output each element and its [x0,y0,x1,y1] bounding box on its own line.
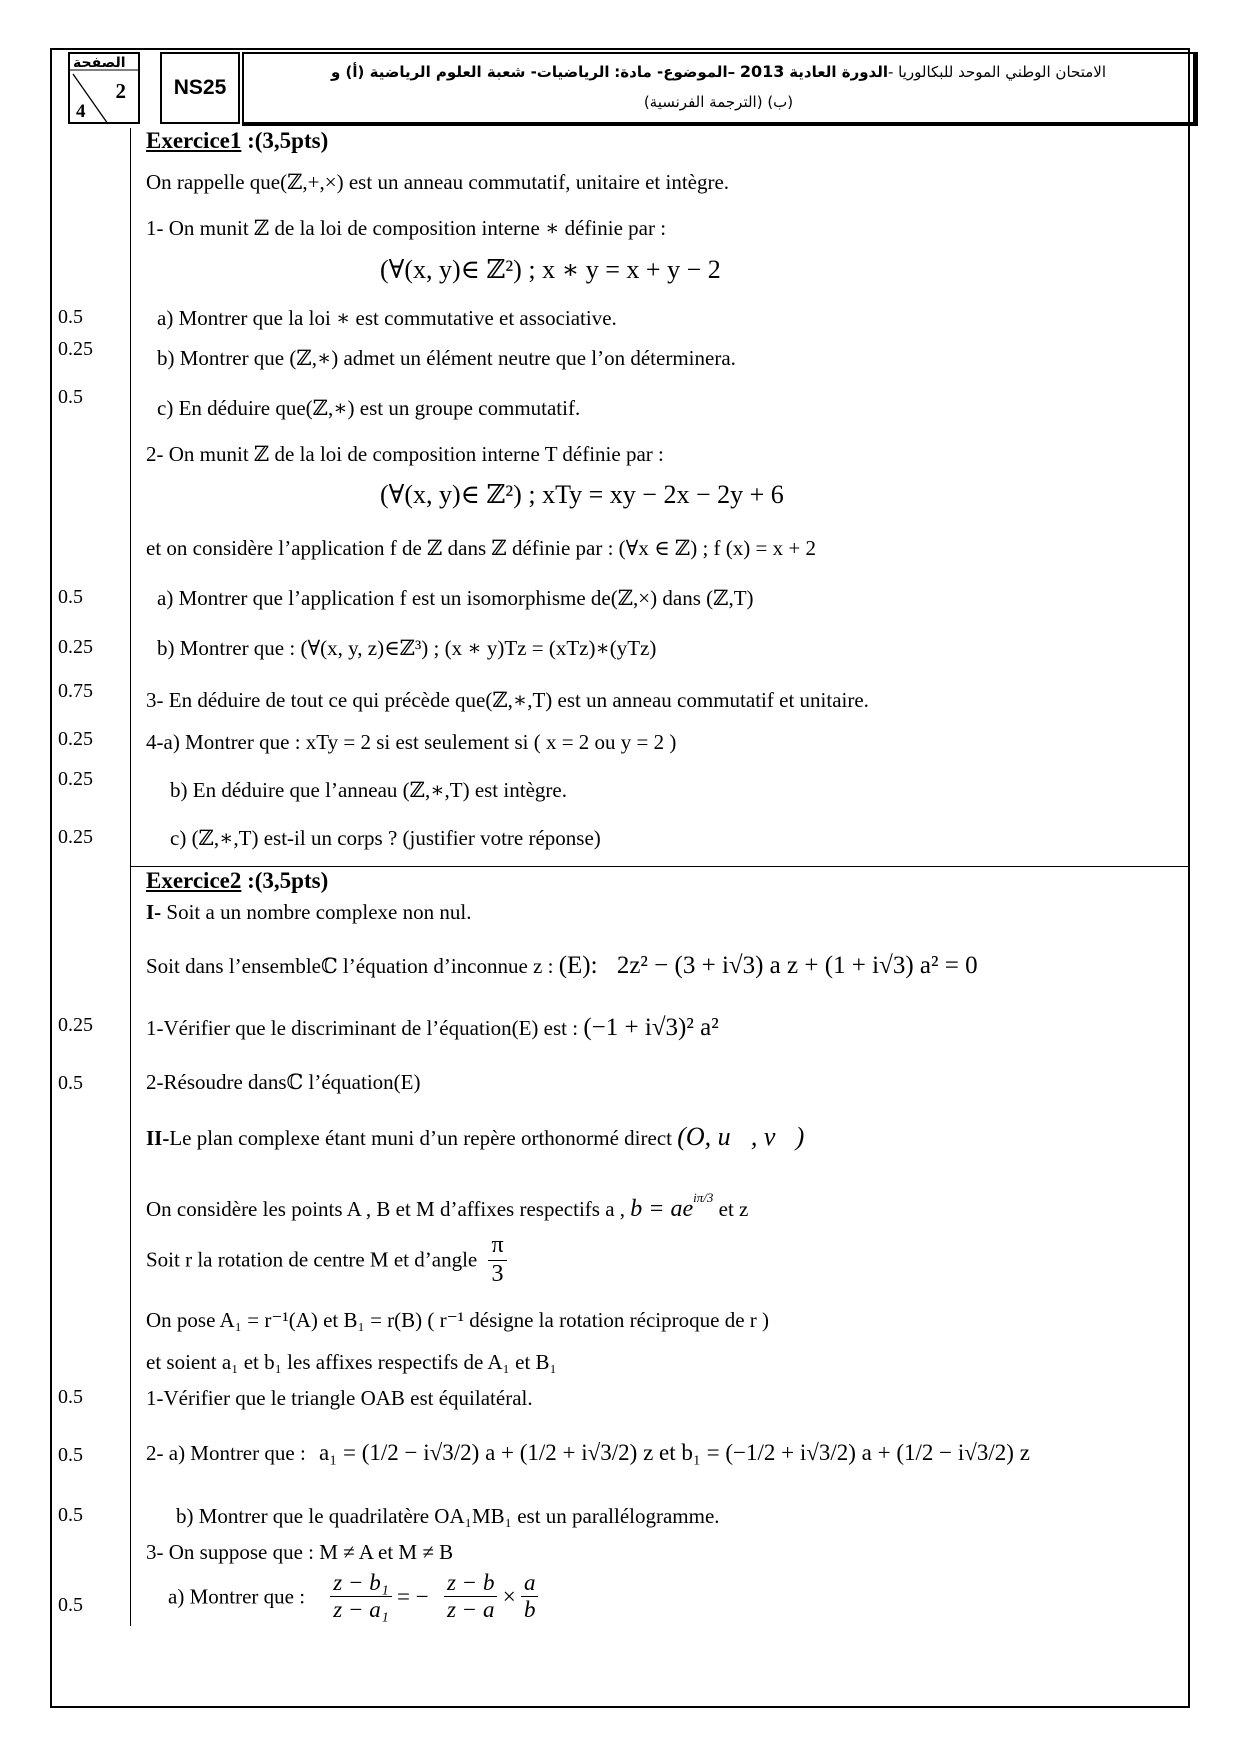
ex2-b-exponent: iπ/3 [693,1190,714,1205]
ex1-q1c: c) En déduire que(ℤ,∗) est un groupe commutatif. [157,396,581,420]
header-mid: –الموضوع- مادة: [614,63,736,81]
ex1-pts-2b: 0.25 [58,636,93,658]
exam-code: NS25 [160,52,240,124]
ex2-q3a-equals: = − [397,1583,429,1609]
page-number: 2 [115,79,126,103]
exercise2-title: Exercice2 :(3,5pts) [146,868,329,893]
header-line-2: (ب) (الترجمة الفرنسية) [643,93,794,111]
header-line-1 [250,57,1187,87]
ex2-q3-II: 3- On suppose que : M ≠ A et M ≠ B [146,1540,454,1564]
ex2-q3a-label: a) Montrer que : [168,1584,306,1609]
ex1-q1-formula: (∀(x, y)∈ ℤ²) ; x ∗ y = x + y − 2 [380,255,721,284]
ex1-pts-1b: 0.25 [58,338,93,360]
ex1-q2b: b) Montrer que : (∀(x, y, z)∈ℤ³) ; (x ∗ y)Tz = (xTz)∗(yTz) [157,636,657,660]
ex1-pts-4c: 0.25 [58,826,93,848]
exercise1-title: Exercice1 :(3,5pts) [146,128,329,153]
ex2-pts-I2: 0.5 [58,1072,83,1094]
header-subject: الرياضيات- شعبة العلوم الرياضية (أ) و [331,63,610,81]
exercise-separator [130,866,1190,867]
ex2-q1 [146,1014,719,1042]
ex1-pts-2a: 0.5 [58,586,83,608]
ex2-part1: I- Soit a un nombre complexe non nul. [146,900,472,924]
ex2-equation [146,952,978,980]
ex1-pts-1c: 0.5 [58,386,83,408]
page-number-box [68,52,140,124]
ex2-eq-formula: 2z² − (3 + i√3) a z + (1 + i√3) a² = 0 [616,952,978,979]
ex1-pts-3: 0.75 [58,680,93,702]
ex2-q3a-II [168,1570,538,1624]
header-prefix: الامتحان الوطني الموحد للبكالوريا - [887,63,1106,81]
page-label: الصفحة [73,55,126,71]
ex1-pts-4a: 0.25 [58,728,93,750]
ex2-q2a-formula: a₁ = (1/2 − i√3/2) a + (1/2 + i√3/2) z et b₁ = (−1/2 + i√3/2) a + (1/2 − i√3/2) z [319,1440,1030,1465]
ex2-part2: II-Le plan complexe étant muni d’un repère orthonormé direct (O, u⃗, v⃗) [146,1122,805,1151]
ex2-q2: 2-Résoudre dansℂ l’équation(E) [146,1070,421,1094]
ex1-q3: 3- En déduire de tout ce qui précède que(ℤ,∗,T) est un anneau commutatif et unitaire. [146,688,869,712]
ex2-rotation: Soit r la rotation de centre M et d’angle $\frac{\pi}{3}$ [146,1232,507,1288]
ex1-q4b: b) En déduire que l’anneau (ℤ,∗,T) est intègre. [170,778,567,802]
ex2-eq-intro: Soit dans l’ensembleℂ l’équation d’inconnue z : [146,954,554,978]
ex2-q2a-label: 2- a) Montrer que : [146,1441,306,1465]
ex2-q1-text: 1-Vérifier que le discriminant de l’équation(E) est : [146,1016,579,1040]
margin-rule [130,128,131,1626]
ex2-pts-II1: 0.5 [58,1386,83,1408]
ex1-intro: On rappelle que(ℤ,+,×) est un anneau commutatif, unitaire et intègre. [146,170,730,194]
ex1-q4c: c) (ℤ,∗,T) est-il un corps ? (justifier votre réponse) [170,826,601,850]
ex1-q2a: a) Montrer que l’application f est un isomorphisme de(ℤ,×) dans (ℤ,T) [157,586,754,610]
ex2-q1-II: 1-Vérifier que le triangle OAB est équilatéral. [146,1386,533,1410]
header-year: 2013 [739,62,785,81]
ex2-b-def: b = ae [630,1196,694,1222]
ex1-q1: 1- On munit ℤ de la loi de composition interne ∗ définie par : [146,216,667,240]
ex2-rotation-angle: $\frac{\pi}{3}$ [488,1232,506,1288]
ex2-frame-symbol: (O, u⃗, v⃗) [677,1122,805,1151]
ex1-q2-def: et on considère l’application f de ℤ dans ℤ définie par : (∀x ∈ ℤ) ; f (x) = x + 2 [146,536,816,560]
ex2-pts-II2b: 0.5 [58,1504,83,1526]
exam-header [242,52,1198,126]
ex1-pts-1a: 0.5 [58,306,83,328]
ex2-q3a-ratio: $\frac{a}{b}$ [521,1570,539,1624]
ex2-q2b-II: b) Montrer que le quadrilatère OA₁MB₁ est un parallélogramme. [176,1504,720,1528]
page-total: 4 [76,101,86,122]
ex2-q1-value: (−1 + i√3)² a² [583,1014,719,1041]
ex1-pts-4b: 0.25 [58,768,93,790]
ex2-pts-II3a: 0.5 [58,1594,83,1616]
ex2-affixes: et soient a₁ et b₁ les affixes respectifs de A₁ et B₁ [146,1350,557,1374]
ex1-q4a: 4-a) Montrer que : xTy = 2 si est seulement si ( x = 2 ou y = 2 ) [146,730,677,754]
ex2-pts-II2a: 0.5 [58,1444,83,1466]
ex2-q3a-rhs: $\frac{z - b}{z - a}$ [444,1570,497,1624]
ex2-points-def: On considère les points A , B et M d’affixes respectifs a , $b = ae^{i\pi/3}$ et z [146,1190,749,1222]
ex2-eq-name: (E): [558,952,598,979]
ex1-q2-formula: (∀(x, y)∈ ℤ²) ; xTy = xy − 2x − 2y + 6 [380,480,784,509]
ex2-q3a-lhs: $\frac{\text{z − b₁}}{\text{z − a₁}}$ [330,1570,391,1624]
ex2-pose: On pose A₁ = r⁻¹(A) et B₁ = r(B) ( r⁻¹ désigne la rotation réciproque de r ) [146,1308,769,1332]
ex2-q3a-times: × [502,1583,516,1609]
ex1-q2: 2- On munit ℤ de la loi de composition interne T définie par : [146,442,664,466]
ex2-pts-I1: 0.25 [58,1014,93,1036]
ex1-q1a: a) Montrer que la loi ∗ est commutative et associative. [157,306,617,330]
header-session: الدورة العادية [789,63,888,81]
ex1-q1b: b) Montrer que (ℤ,∗) admet un élément neutre que l’on déterminera. [157,346,736,370]
ex2-q2a-II [146,1440,1030,1466]
